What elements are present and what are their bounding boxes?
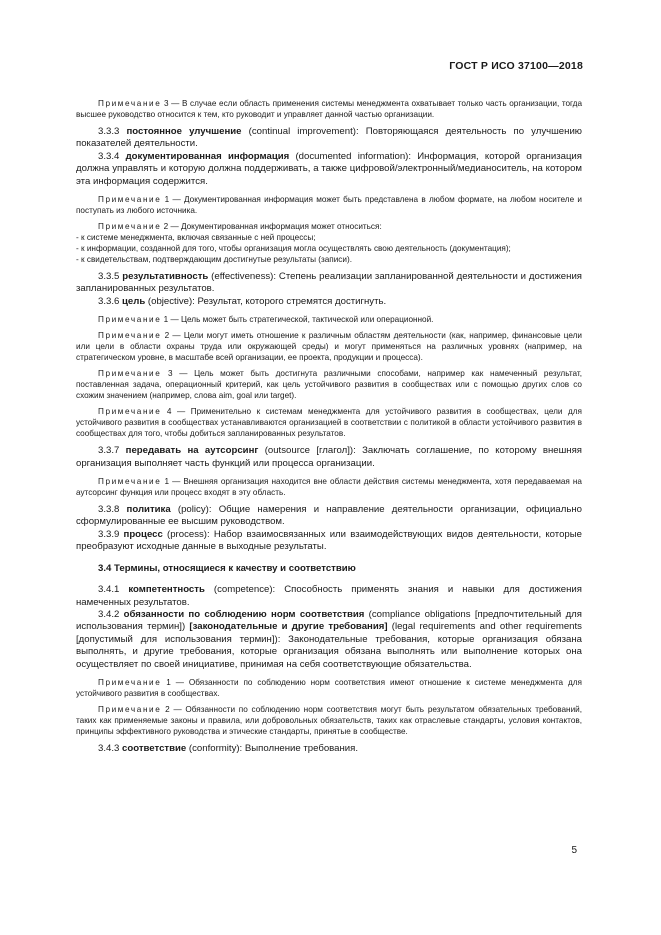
term-name: обязанности по соблюдению норм соответствия (123, 608, 365, 620)
term-name: передавать на аутсорсинг (125, 445, 259, 457)
term-text: (process): Набор взаимосвязанных или взаимодействующих видов деятельности, которые преобразуют исходные данные в выходные результаты. (76, 528, 582, 553)
note-label: Примечание (98, 99, 162, 108)
term-number: 3.4.1 (98, 584, 129, 596)
note-label: Примечание (98, 315, 162, 325)
term-definition (76, 737, 582, 755)
term-text: (competence): Способность применять знания и навыки для достижения намеченных результатов. (76, 584, 582, 608)
note-label: Примечание (98, 407, 162, 417)
term-definition (76, 265, 582, 296)
list-item-text: - к системе менеджмента, включая связанные с ней процессы; (76, 233, 316, 243)
note-text: 1 — Внешняя организация находится вне области действия системы менеджмента, хотя передаваемая на аутсорсинг функция или процесс входят в эту область. (76, 477, 582, 498)
note-paragraph (76, 188, 582, 216)
note-paragraph (76, 699, 582, 737)
term-text: (conformity): Выполнение требования. (186, 742, 359, 754)
term-definition (76, 578, 582, 609)
term-name: цель (122, 295, 146, 307)
note-text: 1 — Обязанности по соблюдению норм соответствия имеют отношение к системе менеджмента для устойчивого развития в сообществах. (76, 677, 582, 698)
term-definition (76, 529, 582, 554)
note-paragraph (76, 308, 582, 325)
note-label: Примечание (98, 704, 162, 714)
note-paragraph (76, 401, 582, 439)
note-list-item (76, 254, 582, 265)
note-paragraph (76, 671, 582, 699)
term-name: документированная информация (125, 150, 290, 162)
note-paragraph (76, 325, 582, 363)
note-text: 2 — Документированная информация может относиться: (161, 222, 382, 232)
term-number: 3.3.4 (98, 150, 126, 162)
note-list-item (76, 243, 582, 254)
term-definition (76, 151, 582, 188)
term-name: результативность (122, 271, 209, 283)
term-definition (76, 439, 582, 470)
term-definition (76, 296, 582, 308)
note-paragraph (76, 470, 582, 498)
page-content (76, 92, 582, 755)
term-name: процесс (123, 528, 163, 540)
note-text: 1 — Документированная информация может быть представлена в любом формате, на любом носителе и поступать из любого источника. (76, 195, 582, 216)
term-definition (76, 498, 582, 529)
term-text: (continual improvement): Повторяющаяся деятельность по улучшению показателей деятельности. (76, 126, 582, 150)
note-label: Примечание (98, 195, 162, 205)
section-heading-text: 3.4 Термины, относящиеся к качеству и соответствию (98, 562, 356, 574)
term-text: (effectiveness): Степень реализации запланированной деятельности и достижения запланированных результатов. (76, 271, 582, 295)
note-paragraph (76, 92, 582, 120)
note-label: Примечание (98, 677, 162, 687)
list-item-text: - к информации, созданной для того, чтобы организация могла осуществлять свою деятельность (документация); (76, 244, 511, 254)
note-label: Примечание (98, 369, 162, 379)
term-text: (documented information): Информация, которой организация должна управлять и которую должна поддерживать, а также цифровой/электронный/медианоситель, на котором эта информация содержится. (76, 150, 582, 187)
term-number: 3.3.6 (98, 295, 123, 307)
note-paragraph (76, 216, 582, 232)
term-number: 3.3.9 (98, 528, 124, 540)
list-item-text: - к свидетельствам, подтверждающим достигнутые результаты (записи). (76, 255, 352, 265)
term-text: (compliance obligations [предпочтительный для использования термин]) (76, 608, 582, 633)
term-number: 3.4.3 (98, 742, 123, 754)
note-text: 1 — Цель может быть стратегической, тактической или операционной. (161, 315, 434, 325)
term-text: (policy): Общие намерения и направление деятельности организации, официально сформулированные ее высшим руководством. (76, 504, 582, 528)
term-alt-name: [законодательные и другие требования] (189, 621, 388, 633)
note-list-item (76, 232, 582, 243)
note-text: 2 — Обязанности по соблюдению норм соответствия могут быть результатом обязательных требований, таких как применяемые законы и правила, или добровольных обязательств, таких как отраслевые стандарты, условия контактов, принципы эффективного руководства и этические стандарты, принятые в сообществе. (76, 704, 582, 736)
term-number: 3.3.7 (98, 445, 126, 457)
term-text: (objective): Результат, которого стремятся достигнуть. (145, 295, 387, 307)
note-label: Примечание (98, 331, 162, 341)
term-definition (76, 609, 582, 671)
section-heading (76, 554, 582, 578)
term-number: 3.4.2 (98, 608, 124, 620)
note-text: 4 — Применительно к системам менеджмента для устойчивого развития в сообществах, цели для устойчивого развития в сообществах устанавливаются организацией в соответствии с политикой в области устойчивого развития в сообществах для того, чтобы добиться запланированных результатов. (76, 407, 582, 439)
note-text: 3 — В случае если область применения системы менеджмента охватывает только часть организации, тогда высшее руководство относится к тем, кто руководит и управляет данной частью организации. (76, 99, 582, 119)
term-definition (76, 120, 582, 151)
standard-header: ГОСТ Р ИСО 37100—2018 (449, 60, 583, 72)
term-name: политика (126, 504, 171, 516)
note-text: 3 — Цель может быть достигнута различными способами, например как намеченный результат, поставленная задача, операционный критерий, как цель устойчивого развития в сообществах или с помощью других слов со схожим значением (например, слова aim, goal или target). (76, 369, 582, 401)
term-name: компетентность (128, 584, 205, 596)
note-paragraph (76, 363, 582, 401)
note-label: Примечание (98, 222, 162, 232)
term-name: постоянное улучшение (126, 126, 242, 137)
term-text: (legal requirements and other requirements [допустимый для использования термин]): Законодательные требования, которые организация обязана выполнять, и другие требования, которые организация обязана выполнять или выполнение которых она осуществляет по своей инициативе, принимая на себя соответствующие обязательства. (76, 621, 582, 670)
term-name: соответствие (122, 742, 187, 754)
page-number: 5 (571, 845, 577, 856)
term-number: 3.3.8 (98, 504, 127, 516)
term-number: 3.3.3 (98, 126, 127, 137)
term-text: (outsource [глагол]): Заключать соглашение, по которому внешняя организация выполняет часть функций или процесса организации. (76, 445, 582, 469)
note-text: 2 — Цели могут иметь отношение к различным областям деятельности (как, например, финансовые цели или цели в области охраны труда или окружающей среды) и могут применяться на различных уровнях (например, на стратегическом уровне, в масштабе всей организации, ее проекта, продукции и процесса). (76, 331, 582, 363)
note-label: Примечание (98, 477, 162, 487)
term-number: 3.3.5 (98, 271, 123, 283)
